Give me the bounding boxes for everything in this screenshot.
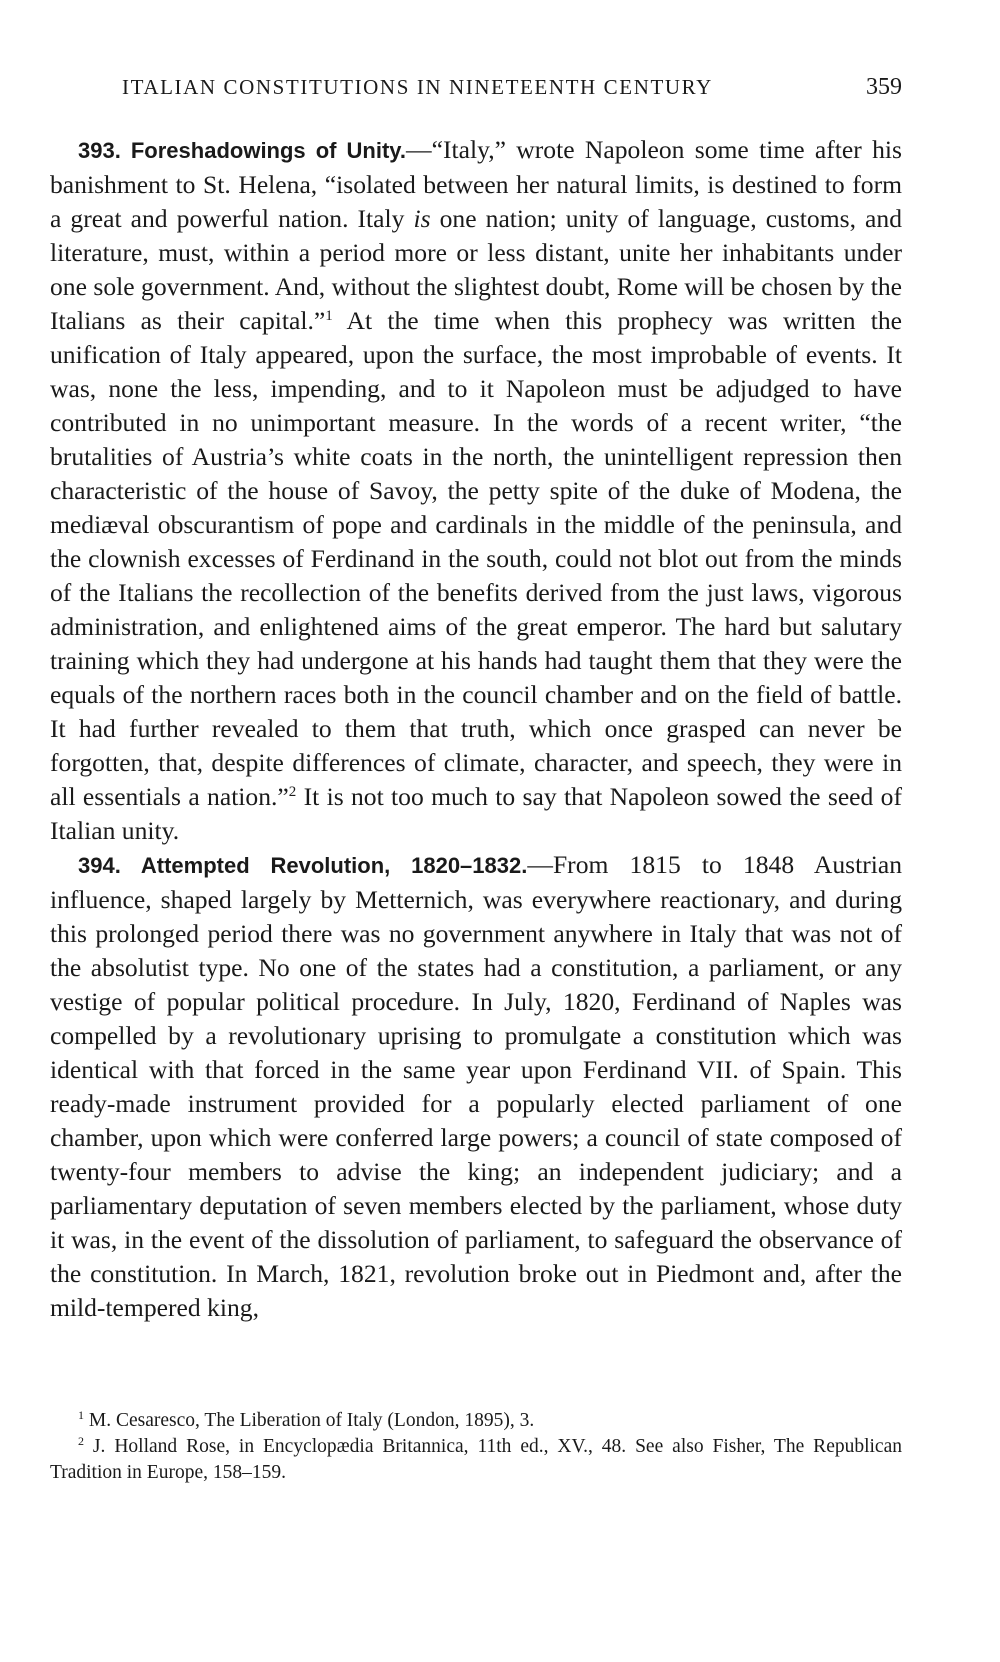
paragraph-text: At the time when this prophecy was written the unification of Italy appeared, upon the surface, the most improbable of events. It was, none the less, impending, and to it Napoleon must be adjudged to have contributed in no unimportant measure. In the words of a recent writer, “the brutalities of Austria’s white coats in the north, the unintelligent repression then characteristic of the house of Savoy, the petty spite of the duke of Modena, the mediæval obscurantism of pope and cardinals in the middle of the peninsula, and the clownish excesses of Ferdinand in the south, could not blot out from the minds of the Italians the recollection of the benefits derived from the just laws, vigorous administration, and enlightened aims of the great emperor. The hard but salutary training which they had undergone at his hands had taught them that they were the equals of the northern races both in the council chamber and on the field of battle. It had further revealed to them that truth, which once grasped can never be forgotten, that, despite differences of climate, character, and speech, they were in all essentials a nation.”	[50, 306, 902, 811]
footnote-reference: 2	[288, 784, 297, 800]
body-text	[50, 133, 902, 1325]
section-heading: 394. Attempted Revolution, 1820–1832.	[78, 853, 528, 878]
footnote-mark: 1	[78, 1408, 84, 1422]
emphasis-text: is	[413, 204, 431, 233]
section-393-paragraph	[50, 133, 902, 848]
footnote	[50, 1434, 902, 1486]
footnote	[50, 1408, 902, 1434]
footnote-text: M. Cesaresco, The Liberation of Italy (London, 1895), 3.	[84, 1410, 535, 1431]
paragraph-text: —“Italy,” wrote Napoleon some time after his banishment to St. Helena, “isolated between her natural limits, is destined to form a great and powerful nation. Italy	[50, 135, 903, 233]
footnotes	[50, 1408, 902, 1486]
running-title: ITALIAN CONSTITUTIONS IN NINETEENTH CENTURY	[122, 75, 713, 99]
paragraph-text: one nation; unity of language, customs, and literature, must, within a period more or less distant, unite her inhabitants under one sole government. And, without the slightest doubt, Rome will be chosen by the Italians as their capital.”	[50, 204, 902, 335]
footnote-reference: 1	[325, 308, 333, 324]
paragraph-text: —From 1815 to 1848 Austrian influence, shaped largely by Metternich, was everywhere reactionary, and during this prolonged period there was no government anywhere in Italy that was not of the absolutist type. No one of the states had a constitution, a parliament, or any vestige of popular political procedure. In July, 1820, Ferdinand of Naples was compelled by a revolutionary uprising to promulgate a constitution which was identical with that forced in the same year upon Ferdinand VII. of Spain. This ready-made instrument provided for a popularly elected parliament of one chamber, upon which were conferred large powers; a council of state composed of twenty-four members to advise the king; an independent judiciary; and a parliamentary deputation of seven members elected by the parliament, whose duty it was, in the event of the dissolution of parliament, to safeguard the observance of the constitution. In March, 1821, revolution broke out in Piedmont and, after the mild-tempered king,	[50, 850, 902, 1322]
paragraph-text: It is not too much to say that Napoleon sowed the seed of Italian unity.	[50, 782, 902, 845]
footnote-text: J. Holland Rose, in Encyclopædia Britannica, 11th ed., XV., 48. See also Fisher, The Republican Tradition in Europe, 158–159.	[50, 1436, 902, 1483]
page-number: 359	[866, 74, 902, 100]
running-header	[122, 74, 902, 101]
section-394-paragraph	[50, 848, 902, 1325]
footnote-mark: 2	[78, 1434, 84, 1448]
section-heading: 393. Foreshadowings of Unity.	[78, 138, 407, 163]
